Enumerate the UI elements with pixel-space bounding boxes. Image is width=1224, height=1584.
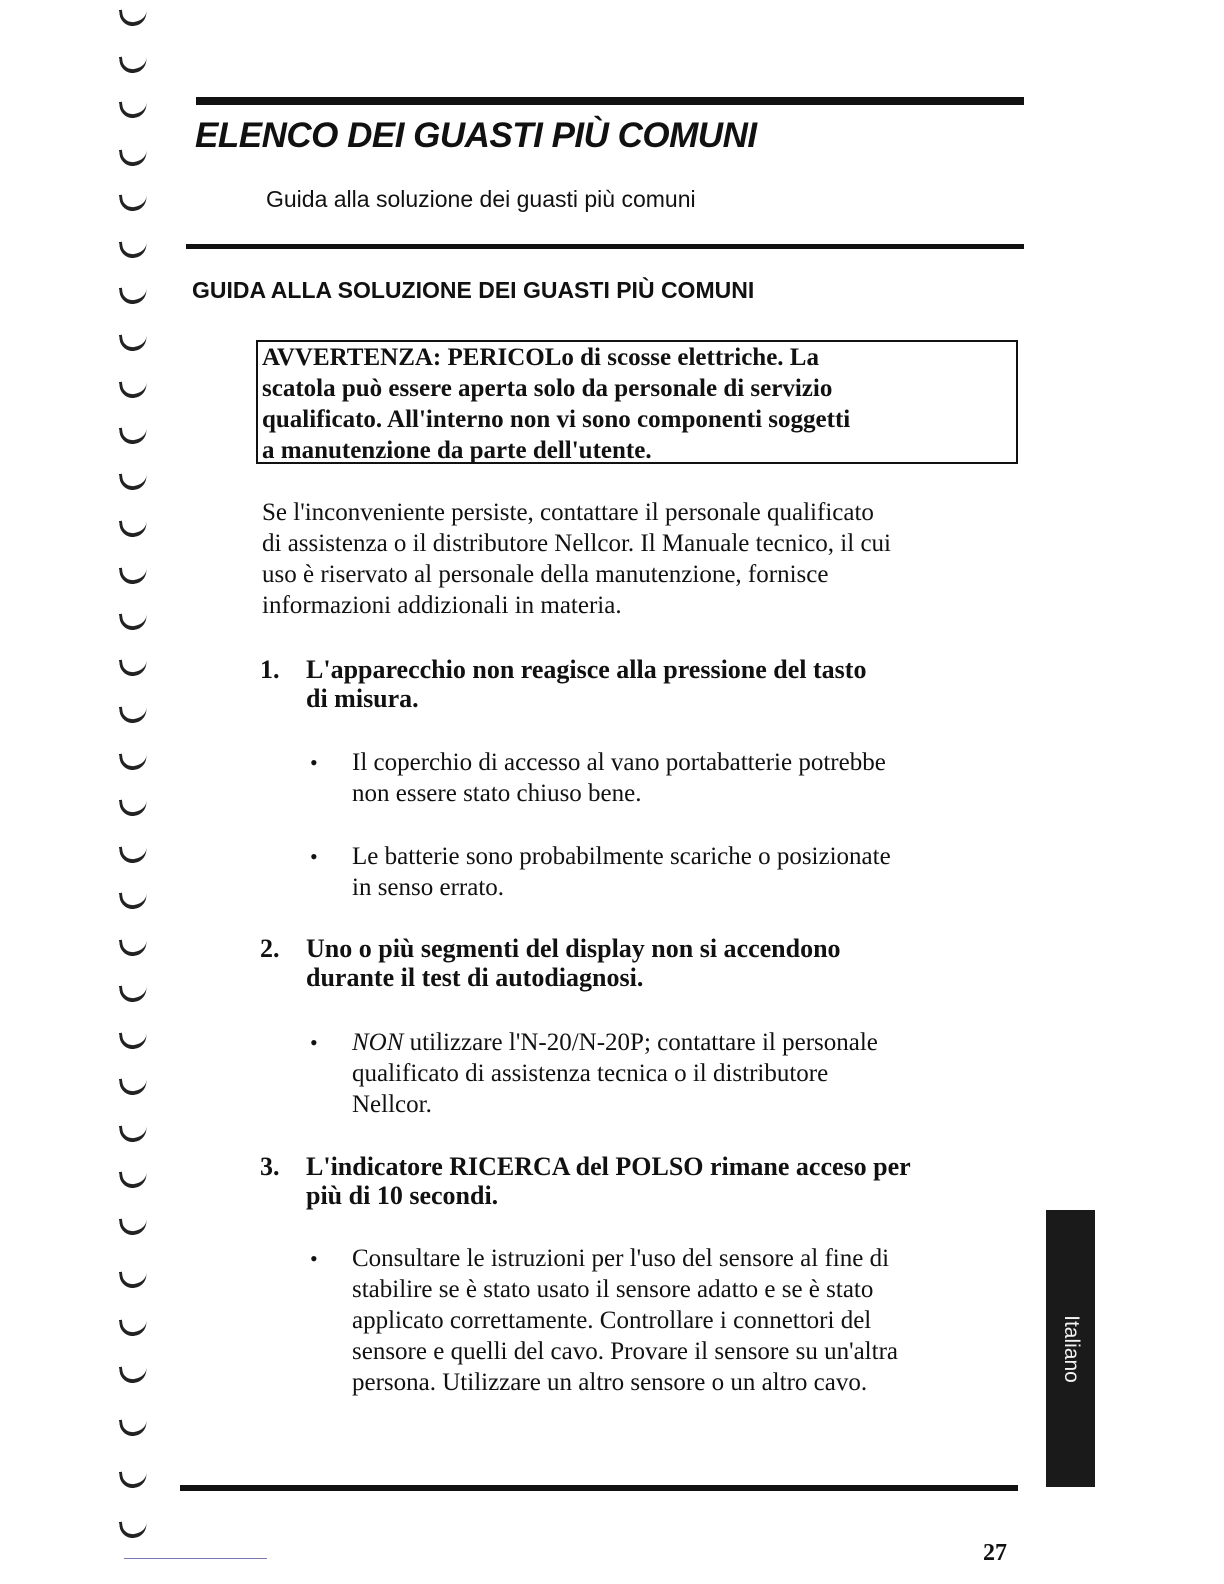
binding-ring xyxy=(119,564,148,586)
language-tab xyxy=(1046,1210,1095,1487)
bullet-line: applicato correttamente. Controllare i connettori del xyxy=(352,1307,872,1334)
binding-ring xyxy=(119,1316,148,1338)
binding-ring xyxy=(119,703,148,725)
chapter-subtitle: Guida alla soluzione dei guasti più comuni xyxy=(266,186,696,212)
binding-ring xyxy=(119,1416,148,1438)
language-tab-label: Italiano xyxy=(1059,1314,1083,1383)
bullet-line: qualificato di assistenza tecnica o il distributore xyxy=(352,1060,829,1087)
warning-line: a manutenzione da parte dell'utente. xyxy=(262,437,652,464)
binding-ring xyxy=(119,470,148,492)
bullet-line: non essere stato chiuso bene. xyxy=(352,780,642,807)
bottom-rule xyxy=(180,1485,1018,1491)
binding-ring xyxy=(119,98,148,120)
binding-ring xyxy=(119,936,148,958)
binding-ring xyxy=(119,517,148,539)
bullet-line: persona. Utilizzare un altro sensore o un altro cavo. xyxy=(352,1369,868,1396)
binding-ring xyxy=(119,656,148,678)
bullet-text xyxy=(352,1027,1012,1120)
step-heading xyxy=(306,655,1016,713)
binding-ring xyxy=(119,53,148,75)
intro-line: Se l'inconveniente persiste, contattare il personale qualificato xyxy=(262,499,874,526)
binding-ring xyxy=(119,796,148,818)
binding-ring xyxy=(119,284,148,306)
step-line: più di 10 secondi. xyxy=(306,1181,499,1210)
binding-ring xyxy=(119,889,148,911)
warning-line: AVVERTENZA: PERICOLo di scosse elettriche. La xyxy=(262,344,819,371)
section-heading: GUIDA ALLA SOLUZIONE DEI GUASTI PIÙ COMUNI xyxy=(192,277,755,303)
bullet-marker: • xyxy=(310,844,318,869)
top-rule xyxy=(196,97,1024,105)
bullet-text xyxy=(352,747,1012,809)
step-line: di misura. xyxy=(306,684,419,713)
binding-ring xyxy=(119,750,148,772)
bullet-line: stabilire se è stato usato il sensore adatto e se è stato xyxy=(352,1276,874,1303)
step-line: durante il test di autodiagnosi. xyxy=(306,963,644,992)
bullet-line: sensore e quelli del cavo. Provare il sensore su un'altra xyxy=(352,1338,898,1365)
bullet-text xyxy=(352,1243,1012,1398)
bullet-line xyxy=(352,1027,1012,1058)
intro-line: di assistenza o il distributore Nellcor. Il Manuale tecnico, il cui xyxy=(262,530,891,557)
bullet-line: in senso errato. xyxy=(352,874,505,901)
binding-ring xyxy=(119,1029,148,1051)
binding-ring xyxy=(119,146,148,168)
bottom-edge-line xyxy=(124,1558,267,1559)
binding-ring xyxy=(119,378,148,400)
binding-ring xyxy=(119,6,148,28)
binding-ring xyxy=(119,191,148,213)
binding-ring xyxy=(119,1215,148,1237)
binding-ring xyxy=(119,238,148,260)
step-heading xyxy=(306,934,1016,992)
spiral-binding xyxy=(112,0,152,1584)
emphasis-text: NON xyxy=(352,1029,404,1056)
warning-line: qualificato. All'interno non vi sono componenti soggetti xyxy=(262,406,851,433)
intro-paragraph xyxy=(262,497,1022,621)
bullet-line-rest: utilizzare l'N-20/N-20P; contattare il personale xyxy=(403,1029,878,1056)
warning-box xyxy=(256,340,1018,464)
warning-line: scatola può essere aperta solo da personale di servizio xyxy=(262,375,833,402)
binding-ring xyxy=(119,331,148,353)
step-line: L'apparecchio non reagisce alla pressione del tasto xyxy=(306,655,867,684)
section-rule xyxy=(186,244,1024,249)
bullet-marker: • xyxy=(310,1030,318,1055)
binding-ring xyxy=(119,843,148,865)
page-number: 27 xyxy=(983,1540,1007,1566)
binding-ring xyxy=(119,1468,148,1490)
step-number: 2. xyxy=(260,934,280,963)
bullet-line: Il coperchio di accesso al vano portabatterie potrebbe xyxy=(352,749,886,776)
intro-line: uso è riservato al personale della manutenzione, fornisce xyxy=(262,561,829,588)
binding-ring xyxy=(119,610,148,632)
step-heading xyxy=(306,1152,1016,1210)
step-number: 1. xyxy=(260,655,280,684)
bullet-line: Consultare le istruzioni per l'uso del sensore al fine di xyxy=(352,1245,890,1272)
bullet-marker: • xyxy=(310,1246,318,1271)
binding-ring xyxy=(119,1122,148,1144)
chapter-title: ELENCO DEI GUASTI PIÙ COMUNI xyxy=(195,116,757,155)
bullet-line: Nellcor. xyxy=(352,1091,432,1118)
binding-ring xyxy=(119,982,148,1004)
binding-ring xyxy=(119,1075,148,1097)
binding-ring xyxy=(119,1363,148,1385)
step-number: 3. xyxy=(260,1152,280,1181)
binding-ring xyxy=(119,1268,148,1290)
intro-line: informazioni addizionali in materia. xyxy=(262,592,622,619)
step-line: Uno o più segmenti del display non si accendono xyxy=(306,934,841,963)
bullet-line: Le batterie sono probabilmente scariche o posizionate xyxy=(352,843,891,870)
binding-ring xyxy=(119,1168,148,1190)
bullet-text xyxy=(352,841,1012,903)
bullet-marker: • xyxy=(310,750,318,775)
binding-ring xyxy=(119,1518,148,1540)
step-line: L'indicatore RICERCA del POLSO rimane acceso per xyxy=(306,1152,911,1181)
binding-ring xyxy=(119,424,148,446)
